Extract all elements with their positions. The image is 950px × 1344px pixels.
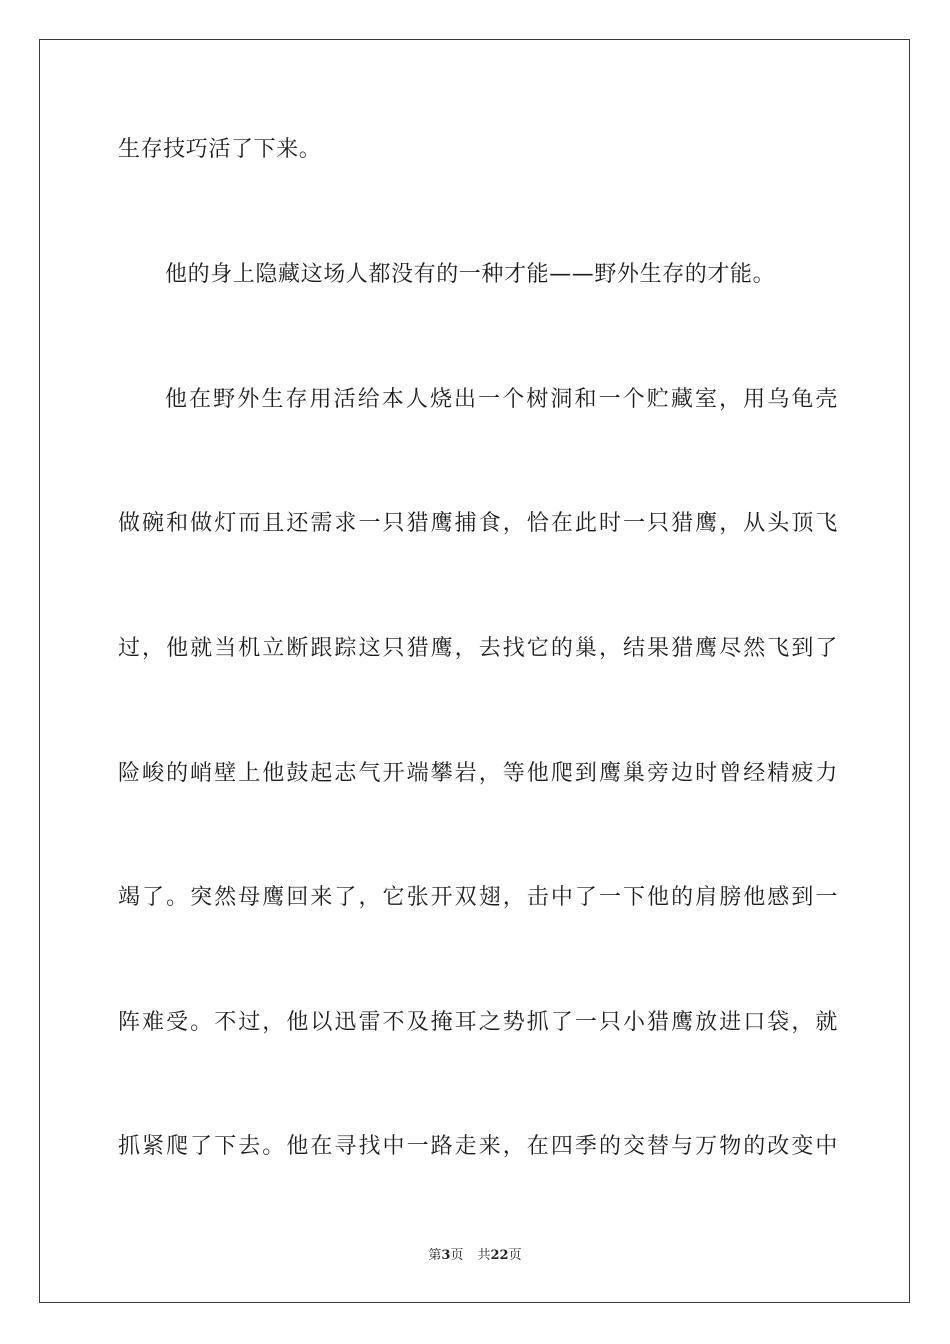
- total-prefix: 共: [477, 1248, 491, 1263]
- text-line-8: 阵难受。不过，他以迅雷不及掩耳之势抓了一只小猎鹰放进口袋，就: [118, 1010, 838, 1035]
- text-line-3: 他在野外生存用活给本人烧出一个树洞和一个贮藏室，用乌龟壳: [165, 387, 838, 412]
- total-suffix: 页: [508, 1248, 522, 1263]
- text-line-9: 抓紧爬了下去。他在寻找中一路走来，在四季的交替与万物的改变中: [118, 1134, 838, 1159]
- text-line-4: 做碗和做灯而且还需求一只猎鹰捕食，恰在此时一只猎鹰，从头顶飞: [118, 511, 838, 536]
- page-number: 3: [441, 1248, 451, 1263]
- page-prefix: 第: [428, 1248, 442, 1263]
- text-line-5: 过，他就当机立断跟踪这只猎鹰，去找它的巢，结果猎鹰尽然飞到了: [118, 636, 838, 661]
- text-line-6: 险峻的峭壁上他鼓起志气开端攀岩，等他爬到鹰巢旁边时曾经精疲力: [118, 761, 838, 786]
- text-line-2: 他的身上隐藏这场人都没有的一种才能——野外生存的才能。: [165, 262, 776, 287]
- page-suffix: 页: [450, 1248, 464, 1263]
- total-pages: 22: [490, 1248, 509, 1263]
- page-border: [39, 39, 910, 1303]
- text-line-1: 生存技巧活了下来。: [118, 137, 322, 162]
- text-line-7: 竭了。突然母鹰回来了，它张开双翅，击中了一下他的肩膀他感到一: [118, 885, 838, 910]
- page-footer: [0, 1248, 950, 1264]
